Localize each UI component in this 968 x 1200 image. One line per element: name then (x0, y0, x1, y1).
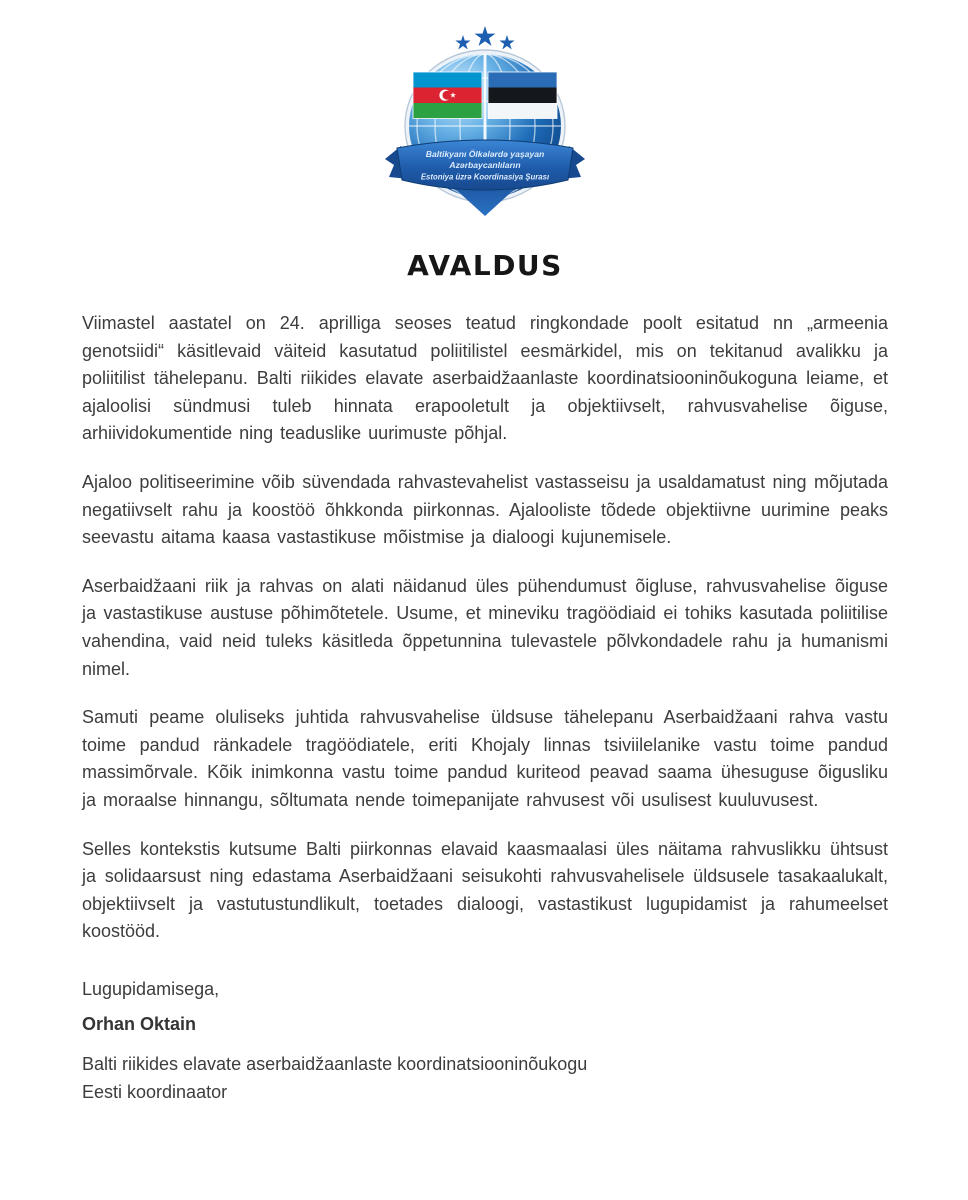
signatory-name: Orhan Oktain (82, 1013, 197, 1034)
statement-paragraph-2: Ajaloo politiseerimine võib süvendada rahvastevahelist vastasseisu ja usaldamatust ning mõjutada negatiivselt rahu ja koostöö õhkkonda piirkonnas. Ajalooliste tõdede objektiivne uurimine peaks seevastu aitama kaasa vastastikuse mõistmise ja dialoogi kujunemisele. (82, 471, 888, 548)
banner-line-3: Estoniya üzrə Koordinasiya Şurası (420, 172, 550, 182)
closing-salutation: Lugupidamisega, (82, 978, 220, 999)
statement-paragraph-3: Aserbaidžaani riik ja rahvas on alati näidanud üles pühendumust õigluse, rahvusvahelise õiguse ja vastastikuse austuse põhimõtetele. Usume, et mineviku tragöödiaid ei tohiks kasutada poliitilise vahendina, vaid neid tuleks käsitleda õppetunnina tulevastele põlvkondadele rahu ja humanismi nimel. (82, 575, 888, 679)
signatory-org-role (82, 1050, 888, 1107)
closing-block (82, 979, 888, 1107)
three-stars-icon (455, 26, 514, 49)
signatory-role: Eesti koordinaator (82, 1082, 228, 1103)
estonia-flag-icon (488, 72, 557, 119)
statement-body (82, 310, 888, 946)
banner-line-1: Baltikyanı Ölkələrdə yaşayan (425, 149, 545, 159)
organization-logo (82, 26, 888, 229)
ribbon-banner (385, 140, 585, 216)
page-title: AVALDUS (407, 249, 563, 282)
statement-paragraph-5: Selles kontekstis kutsume Balti piirkonnas elavaid kaasmaalasi üles näitama rahvuslikku ühtsust ja solidaarsust ning edastama Aserbaidžaani seisukohti rahvusvahelisele üldsusele tasakaalukalt, objektiivselt ja vastutustundlikult, toetades dialoogi, vastastikust lugupidamist ja rahumeelset koostööd. (82, 838, 888, 942)
signatory-organization: Balti riikides elavate aserbaidžaanlaste koordinatsiooninõukogu (82, 1053, 588, 1074)
statement-paragraph-4: Samuti peame oluliseks juhtida rahvusvahelise üldsuse tähelepanu Aserbaidžaani rahva vastu toime pandud ränkadele tragöödiatele, eriti Khojaly linnas tsiviilelanike vastu toime pandud massimõrvale. Kõik inimkonna vastu toime pandud kuriteod peavad saama ühesuguse õigusliku ja moraalse hinnangu, sõltumata nende toimepanijate rahvusest või usulisest kuuluvusest. (82, 707, 888, 810)
logo-graphic (383, 26, 587, 224)
azerbaijan-flag-icon (413, 72, 482, 119)
statement-paragraph-1: Viimastel aastatel on 24. aprilliga seoses teatud ringkondade poolt esitatud nn „armeenia genotsiidi“ käsitlevaid väiteid kasutatud poliitilistel eesmärkidel, mis on tekitanud avalikku ja poliitilist tähelepanu. Balti riikides elavate aserbaidžaanlaste koordinatsiooninõukoguna leiame, et ajaloolisi sündmusi tuleb hinnata erapooletult ja objektiivselt, rahvusvahelise õiguse, arhiividokumentide ning teaduslike uurimuste põhjal. (82, 313, 888, 444)
banner-line-2: Azərbaycanlıların (449, 160, 521, 170)
